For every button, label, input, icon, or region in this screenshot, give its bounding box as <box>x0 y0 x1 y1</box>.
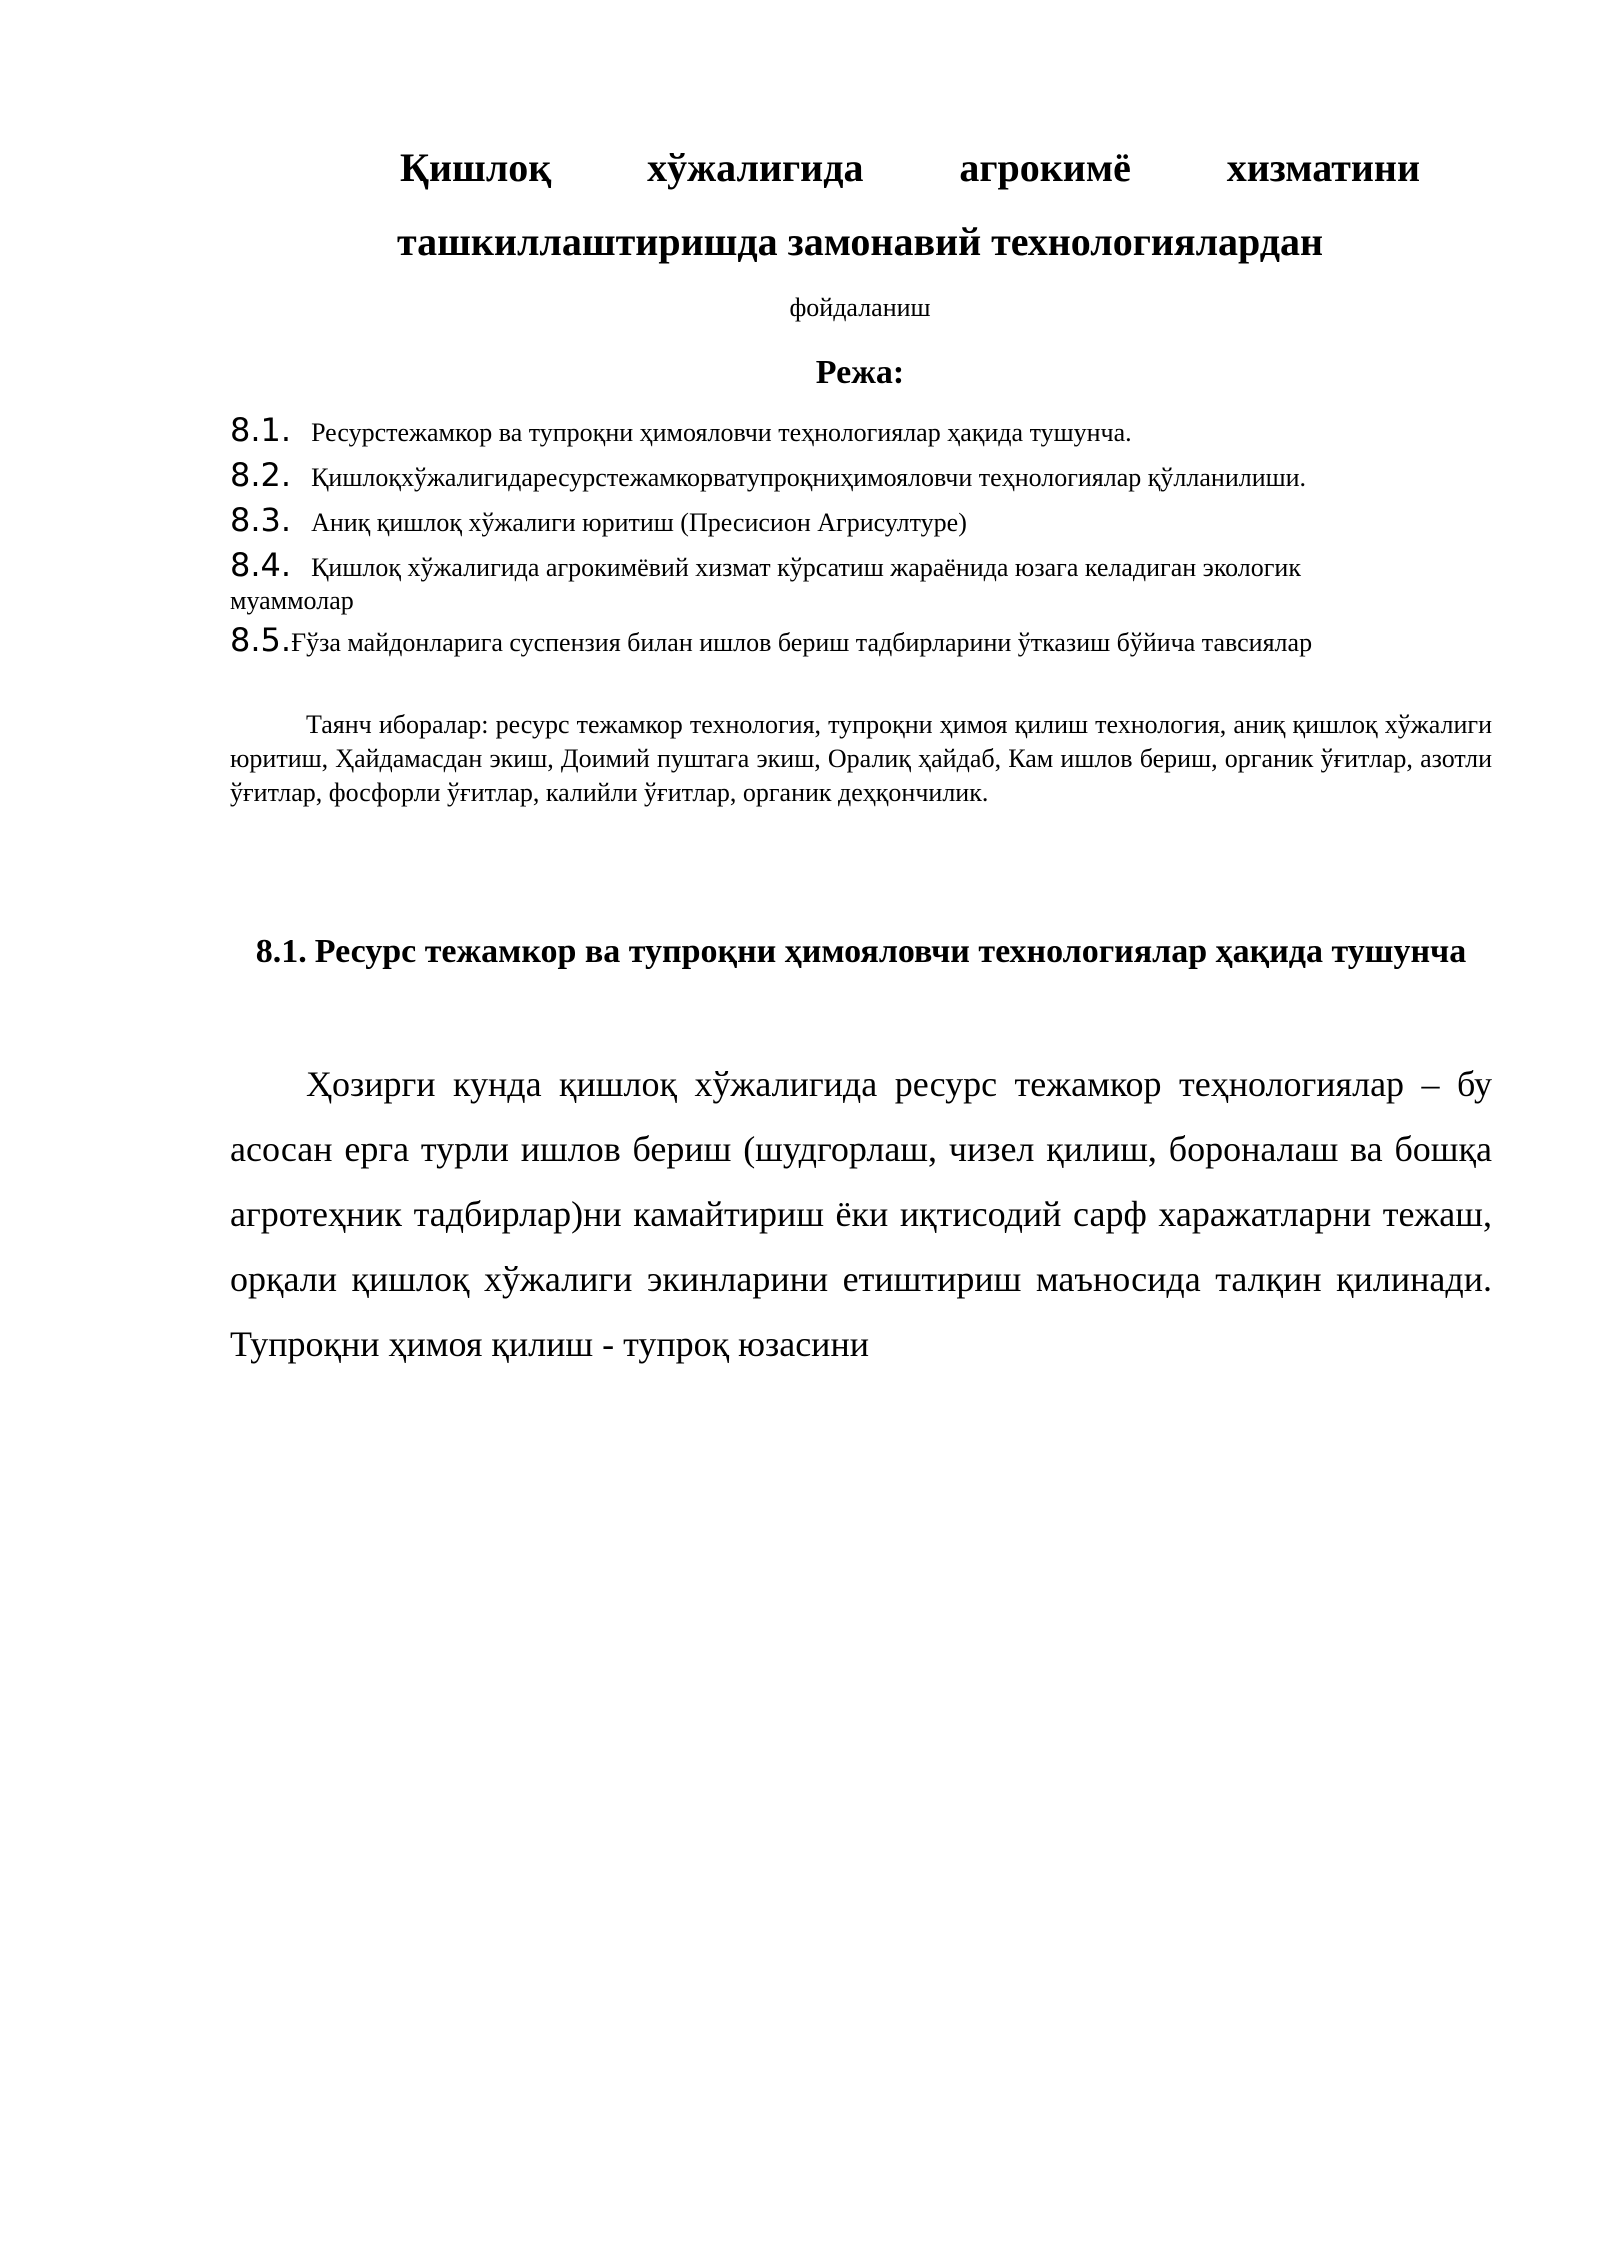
plan-list <box>230 412 1490 667</box>
plan-item-text: Ресурстежамкор ва тупроқни ҳимояловчи теҳнологиялар ҳақида тушунча. <box>311 418 1132 447</box>
title-word: Қишлоқ <box>400 145 552 190</box>
plan-item <box>230 622 1490 661</box>
title-word: хизматини <box>1226 145 1420 190</box>
section-title: Ресурс тежамкор ва тупроқни ҳимояловчи технологиялар ҳақида тушунча <box>314 933 1467 970</box>
plan-item-text: Аниқ қишлоқ хўжалиги юритиш (Пресисион Агрисултуре) <box>311 508 967 537</box>
plan-item-continuation: муаммолар <box>230 586 354 615</box>
document-subtitle: фойдаланиш <box>789 293 931 322</box>
document-title-line-2: ташкиллаштиришда замонавий технологиялардан <box>396 219 1324 264</box>
plan-item-number: 8.3. <box>230 501 292 539</box>
title-word: хўжалигида <box>647 145 864 190</box>
plan-item <box>230 412 1490 451</box>
section-number: 8.1. <box>255 933 307 970</box>
plan-item-number: 8.1. <box>230 411 292 449</box>
document-title-line-1 <box>400 138 1420 198</box>
plan-item-number: 8.2. <box>230 456 292 494</box>
plan-item-text: Ғўза майдонларига суспензия билан ишлов бериш тадбирларини ўтказиш бўйича тавсиялар <box>291 628 1313 657</box>
plan-item <box>230 547 1490 616</box>
plan-item-number: 8.5. <box>230 621 292 659</box>
plan-item-text: Қишлоқ хўжалигида агрокимёвий хизмат кўрсатиш жараёнида юзага келадиган экологик <box>311 553 1301 582</box>
plan-item <box>230 502 1490 541</box>
section-heading <box>230 920 1492 984</box>
plan-item-number: 8.4. <box>230 546 292 584</box>
plan-item <box>230 457 1490 496</box>
plan-item-text: Қишлоқхўжалигидаресурстежамкорватупроқниҳимояловчи теҳнологиялар қўлланилиши. <box>311 463 1307 492</box>
title-word: агрокимё <box>959 145 1131 190</box>
plan-heading: Режа: <box>815 354 905 391</box>
key-phrases-paragraph: Таянч иборалар: ресурс тежамкор технология, тупроқни ҳимоя қилиш технология, аниқ қишлоқ хўжалиги юритиш, Ҳайдамасдан экиш, Доимий пуштага экиш, Оралиқ ҳайдаб, Кам ишлов бериш, органик ўғитлар, азотли ўғитлар, фосфорли ўғитлар, калийли ўғитлар, органик деҳқончилик. <box>230 710 1492 807</box>
body-paragraph: Ҳозирги кунда қишлоқ хўжалигида ресурс тежамкор теҳнологиялар – бу асосан ерга турли ишлов бериш (шудгорлаш, чизел қилиш, бороналаш ва бошқа агротеҳник тадбирлар)ни камайтириш ёки иқтисодий сарф харажатларни тежаш, орқали қишлоқ хўжалиги экинларини етиштириш маъносида талқин қилинади. Тупроқни ҳимоя қилиш - тупроқ юзасини <box>230 1064 1492 1364</box>
